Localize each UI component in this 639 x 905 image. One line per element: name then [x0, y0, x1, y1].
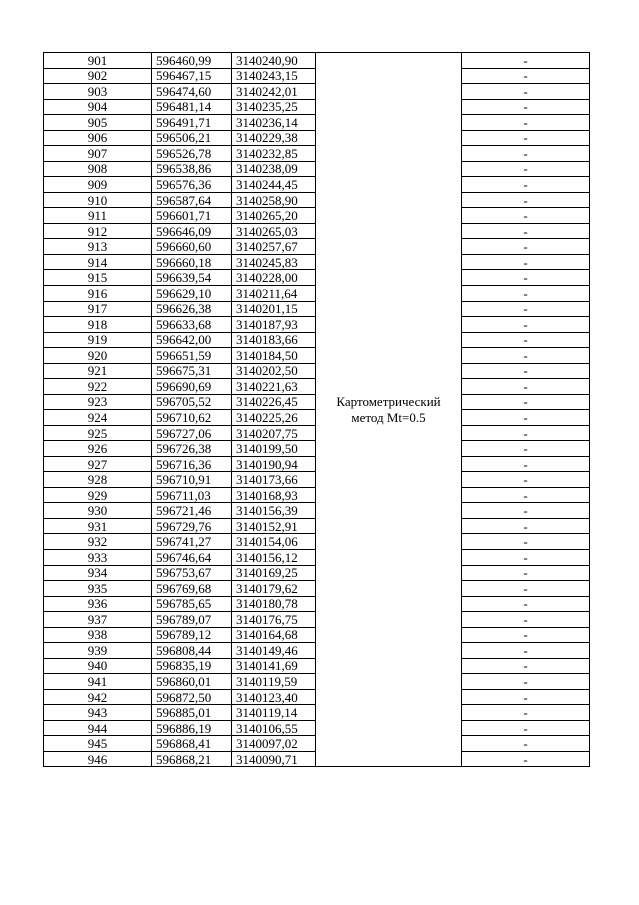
x-coordinate-cell: 596710,62 [152, 410, 232, 426]
x-coordinate-cell: 596506,21 [152, 130, 232, 146]
point-number-cell: 929 [44, 487, 152, 503]
accuracy-dash-cell: - [462, 674, 590, 690]
x-coordinate-cell: 596651,59 [152, 348, 232, 364]
x-coordinate-cell: 596629,10 [152, 285, 232, 301]
accuracy-dash-cell: - [462, 581, 590, 597]
accuracy-dash-cell: - [462, 285, 590, 301]
x-coordinate-cell: 596885,01 [152, 705, 232, 721]
x-coordinate-cell: 596491,71 [152, 115, 232, 131]
point-number-cell: 939 [44, 643, 152, 659]
y-coordinate-cell: 3140183,66 [232, 332, 316, 348]
y-coordinate-cell: 3140173,66 [232, 472, 316, 488]
accuracy-dash-cell: - [462, 627, 590, 643]
x-coordinate-cell: 596726,38 [152, 441, 232, 457]
x-coordinate-cell: 596460,99 [152, 53, 232, 69]
y-coordinate-cell: 3140156,12 [232, 550, 316, 566]
y-coordinate-cell: 3140202,50 [232, 363, 316, 379]
y-coordinate-cell: 3140199,50 [232, 441, 316, 457]
accuracy-dash-cell: - [462, 596, 590, 612]
y-coordinate-cell: 3140225,26 [232, 410, 316, 426]
y-coordinate-cell: 3140232,85 [232, 146, 316, 162]
point-number-cell: 942 [44, 689, 152, 705]
y-coordinate-cell: 3140184,50 [232, 348, 316, 364]
y-coordinate-cell: 3140236,14 [232, 115, 316, 131]
accuracy-dash-cell: - [462, 394, 590, 410]
y-coordinate-cell: 3140164,68 [232, 627, 316, 643]
accuracy-dash-cell: - [462, 425, 590, 441]
point-number-cell: 920 [44, 348, 152, 364]
point-number-cell: 907 [44, 146, 152, 162]
accuracy-dash-cell: - [462, 239, 590, 255]
accuracy-dash-cell: - [462, 410, 590, 426]
method-line-2: метод Mt=0.5 [351, 409, 426, 425]
accuracy-dash-cell: - [462, 534, 590, 550]
x-coordinate-cell: 596626,38 [152, 301, 232, 317]
y-coordinate-cell: 3140123,40 [232, 689, 316, 705]
y-coordinate-cell: 3140257,67 [232, 239, 316, 255]
method-line-1: Картометрический [336, 393, 441, 409]
y-coordinate-cell: 3140228,00 [232, 270, 316, 286]
point-number-cell: 938 [44, 627, 152, 643]
accuracy-dash-cell: - [462, 379, 590, 395]
point-number-cell: 911 [44, 208, 152, 224]
accuracy-dash-cell: - [462, 99, 590, 115]
x-coordinate-cell: 596868,21 [152, 751, 232, 767]
coordinates-table-body [44, 53, 590, 767]
y-coordinate-cell: 3140169,25 [232, 565, 316, 581]
point-number-cell: 946 [44, 751, 152, 767]
accuracy-dash-cell: - [462, 487, 590, 503]
point-number-cell: 918 [44, 317, 152, 333]
accuracy-dash-cell: - [462, 363, 590, 379]
accuracy-dash-cell: - [462, 177, 590, 193]
accuracy-dash-cell: - [462, 612, 590, 628]
x-coordinate-cell: 596868,41 [152, 736, 232, 752]
point-number-cell: 934 [44, 565, 152, 581]
x-coordinate-cell: 596690,69 [152, 379, 232, 395]
y-coordinate-cell: 3140265,03 [232, 223, 316, 239]
accuracy-dash-cell: - [462, 518, 590, 534]
x-coordinate-cell: 596746,64 [152, 550, 232, 566]
y-coordinate-cell: 3140258,90 [232, 192, 316, 208]
accuracy-dash-cell: - [462, 84, 590, 100]
point-number-cell: 941 [44, 674, 152, 690]
accuracy-dash-cell: - [462, 317, 590, 333]
y-coordinate-cell: 3140221,63 [232, 379, 316, 395]
point-number-cell: 914 [44, 254, 152, 270]
x-coordinate-cell: 596633,68 [152, 317, 232, 333]
x-coordinate-cell: 596660,18 [152, 254, 232, 270]
point-number-cell: 931 [44, 518, 152, 534]
y-coordinate-cell: 3140097,02 [232, 736, 316, 752]
y-coordinate-cell: 3140245,83 [232, 254, 316, 270]
point-number-cell: 912 [44, 223, 152, 239]
y-coordinate-cell: 3140176,75 [232, 612, 316, 628]
y-coordinate-cell: 3140119,14 [232, 705, 316, 721]
x-coordinate-cell: 596526,78 [152, 146, 232, 162]
x-coordinate-cell: 596741,27 [152, 534, 232, 550]
x-coordinate-cell: 596576,36 [152, 177, 232, 193]
accuracy-dash-cell: - [462, 130, 590, 146]
accuracy-dash-cell: - [462, 720, 590, 736]
accuracy-dash-cell: - [462, 270, 590, 286]
y-coordinate-cell: 3140106,55 [232, 720, 316, 736]
y-coordinate-cell: 3140240,90 [232, 53, 316, 69]
x-coordinate-cell: 596729,76 [152, 518, 232, 534]
point-number-cell: 924 [44, 410, 152, 426]
accuracy-dash-cell: - [462, 643, 590, 659]
point-number-cell: 925 [44, 425, 152, 441]
accuracy-dash-cell: - [462, 332, 590, 348]
y-coordinate-cell: 3140226,45 [232, 394, 316, 410]
x-coordinate-cell: 596789,07 [152, 612, 232, 628]
accuracy-dash-cell: - [462, 115, 590, 131]
point-number-cell: 944 [44, 720, 152, 736]
accuracy-dash-cell: - [462, 348, 590, 364]
point-number-cell: 901 [44, 53, 152, 69]
accuracy-dash-cell: - [462, 456, 590, 472]
point-number-cell: 923 [44, 394, 152, 410]
x-coordinate-cell: 596860,01 [152, 674, 232, 690]
x-coordinate-cell: 596872,50 [152, 689, 232, 705]
y-coordinate-cell: 3140201,15 [232, 301, 316, 317]
point-number-cell: 903 [44, 84, 152, 100]
method-cell [316, 53, 462, 767]
x-coordinate-cell: 596646,09 [152, 223, 232, 239]
point-number-cell: 921 [44, 363, 152, 379]
point-number-cell: 913 [44, 239, 152, 255]
x-coordinate-cell: 596886,19 [152, 720, 232, 736]
x-coordinate-cell: 596660,60 [152, 239, 232, 255]
accuracy-dash-cell: - [462, 441, 590, 457]
y-coordinate-cell: 3140152,91 [232, 518, 316, 534]
accuracy-dash-cell: - [462, 736, 590, 752]
point-number-cell: 932 [44, 534, 152, 550]
point-number-cell: 928 [44, 472, 152, 488]
y-coordinate-cell: 3140242,01 [232, 84, 316, 100]
point-number-cell: 906 [44, 130, 152, 146]
accuracy-dash-cell: - [462, 53, 590, 69]
x-coordinate-cell: 596467,15 [152, 68, 232, 84]
x-coordinate-cell: 596721,46 [152, 503, 232, 519]
y-coordinate-cell: 3140090,71 [232, 751, 316, 767]
point-number-cell: 945 [44, 736, 152, 752]
accuracy-dash-cell: - [462, 301, 590, 317]
x-coordinate-cell: 596538,86 [152, 161, 232, 177]
accuracy-dash-cell: - [462, 472, 590, 488]
accuracy-dash-cell: - [462, 254, 590, 270]
y-coordinate-cell: 3140235,25 [232, 99, 316, 115]
point-number-cell: 935 [44, 581, 152, 597]
y-coordinate-cell: 3140179,62 [232, 581, 316, 597]
accuracy-dash-cell: - [462, 146, 590, 162]
x-coordinate-cell: 596639,54 [152, 270, 232, 286]
point-number-cell: 943 [44, 705, 152, 721]
point-number-cell: 936 [44, 596, 152, 612]
y-coordinate-cell: 3140149,46 [232, 643, 316, 659]
point-number-cell: 908 [44, 161, 152, 177]
accuracy-dash-cell: - [462, 503, 590, 519]
x-coordinate-cell: 596705,52 [152, 394, 232, 410]
point-number-cell: 902 [44, 68, 152, 84]
point-number-cell: 937 [44, 612, 152, 628]
x-coordinate-cell: 596474,60 [152, 84, 232, 100]
point-number-cell: 930 [44, 503, 152, 519]
point-number-cell: 916 [44, 285, 152, 301]
y-coordinate-cell: 3140211,64 [232, 285, 316, 301]
point-number-cell: 940 [44, 658, 152, 674]
accuracy-dash-cell: - [462, 192, 590, 208]
accuracy-dash-cell: - [462, 658, 590, 674]
x-coordinate-cell: 596711,03 [152, 487, 232, 503]
x-coordinate-cell: 596727,06 [152, 425, 232, 441]
x-coordinate-cell: 596769,68 [152, 581, 232, 597]
x-coordinate-cell: 596716,36 [152, 456, 232, 472]
y-coordinate-cell: 3140190,94 [232, 456, 316, 472]
x-coordinate-cell: 596675,31 [152, 363, 232, 379]
x-coordinate-cell: 596835,19 [152, 658, 232, 674]
accuracy-dash-cell: - [462, 689, 590, 705]
accuracy-dash-cell: - [462, 705, 590, 721]
accuracy-dash-cell: - [462, 161, 590, 177]
x-coordinate-cell: 596642,00 [152, 332, 232, 348]
accuracy-dash-cell: - [462, 550, 590, 566]
accuracy-dash-cell: - [462, 68, 590, 84]
y-coordinate-cell: 3140180,78 [232, 596, 316, 612]
point-number-cell: 915 [44, 270, 152, 286]
y-coordinate-cell: 3140238,09 [232, 161, 316, 177]
x-coordinate-cell: 596601,71 [152, 208, 232, 224]
y-coordinate-cell: 3140265,20 [232, 208, 316, 224]
x-coordinate-cell: 596753,67 [152, 565, 232, 581]
point-number-cell: 910 [44, 192, 152, 208]
point-number-cell: 904 [44, 99, 152, 115]
x-coordinate-cell: 596785,65 [152, 596, 232, 612]
x-coordinate-cell: 596710,91 [152, 472, 232, 488]
y-coordinate-cell: 3140244,45 [232, 177, 316, 193]
y-coordinate-cell: 3140168,93 [232, 487, 316, 503]
y-coordinate-cell: 3140156,39 [232, 503, 316, 519]
point-number-cell: 933 [44, 550, 152, 566]
y-coordinate-cell: 3140229,38 [232, 130, 316, 146]
y-coordinate-cell: 3140187,93 [232, 317, 316, 333]
point-number-cell: 926 [44, 441, 152, 457]
accuracy-dash-cell: - [462, 223, 590, 239]
x-coordinate-cell: 596789,12 [152, 627, 232, 643]
point-number-cell: 909 [44, 177, 152, 193]
point-number-cell: 917 [44, 301, 152, 317]
table-row [44, 53, 590, 69]
point-number-cell: 905 [44, 115, 152, 131]
accuracy-dash-cell: - [462, 751, 590, 767]
y-coordinate-cell: 3140141,69 [232, 658, 316, 674]
accuracy-dash-cell: - [462, 565, 590, 581]
y-coordinate-cell: 3140154,06 [232, 534, 316, 550]
x-coordinate-cell: 596481,14 [152, 99, 232, 115]
y-coordinate-cell: 3140243,15 [232, 68, 316, 84]
y-coordinate-cell: 3140207,75 [232, 425, 316, 441]
x-coordinate-cell: 596808,44 [152, 643, 232, 659]
point-number-cell: 927 [44, 456, 152, 472]
x-coordinate-cell: 596587,64 [152, 192, 232, 208]
y-coordinate-cell: 3140119,59 [232, 674, 316, 690]
accuracy-dash-cell: - [462, 208, 590, 224]
coordinates-table [43, 52, 590, 767]
point-number-cell: 922 [44, 379, 152, 395]
point-number-cell: 919 [44, 332, 152, 348]
